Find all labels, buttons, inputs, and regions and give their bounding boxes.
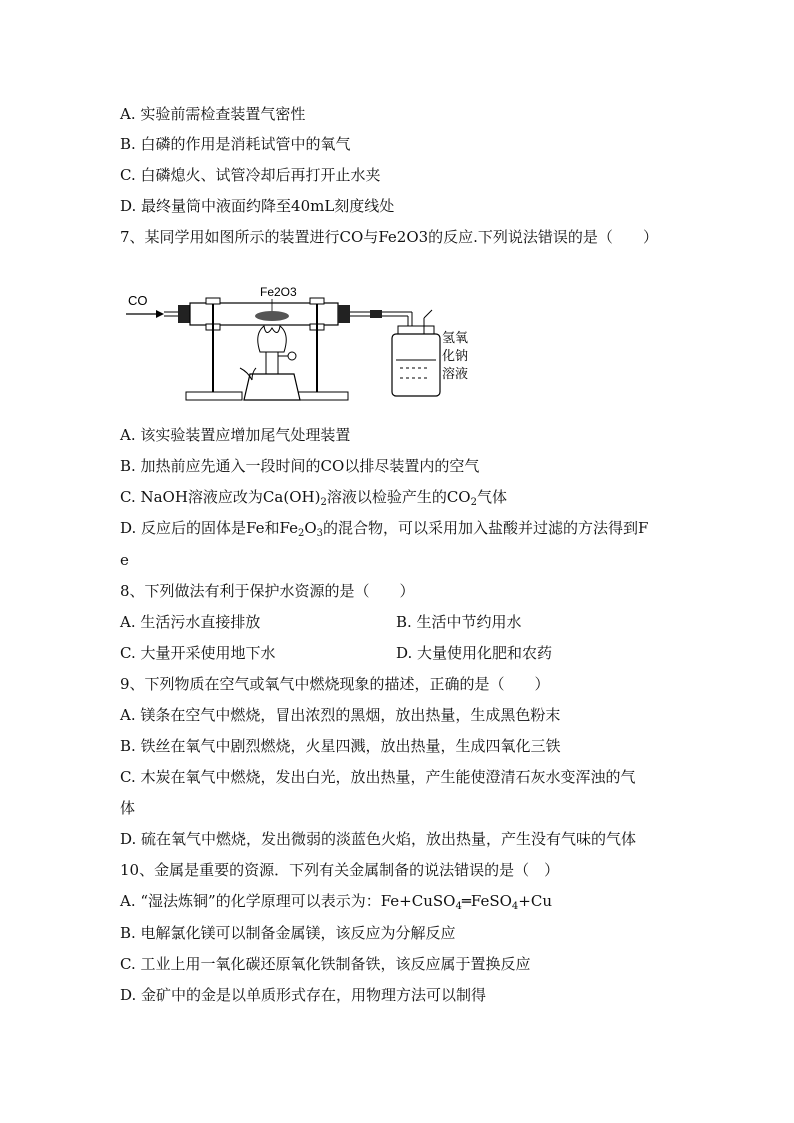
q10-option-c: C. 工业上用一氧化碳还原氧化铁制备铁，该反应属于置换反应 (120, 955, 531, 973)
left-stopper (178, 305, 190, 323)
wash-bottle (392, 334, 440, 396)
q6-option-a: A. 实验前需检查装置气密性 (120, 105, 306, 123)
q7-option-c: C. NaOH溶液应改为$Ca(OH)_2$溶液以检验产生的$CO_2$气体 (120, 488, 507, 508)
q8-option-b: B. 生活中节约用水 (396, 613, 522, 631)
apparatus-figure (120, 268, 480, 414)
bottle-cap (398, 326, 434, 334)
q8-option-d: D. 大量使用化肥和农药 (396, 644, 553, 662)
q9-option-b: B. 铁丝在氧气中剧烈燃烧，火星四溅，放出热量，生成四氧化三铁 (120, 737, 561, 755)
q9-option-d: D. 硫在氧气中燃烧，发出微弱的淡蓝色火焰，放出热量，产生没有气味的气体 (120, 830, 637, 848)
q10-stem: 10、金属是重要的资源．下列有关金属制备的说法错误的是（ ） (120, 861, 560, 879)
solution-label-3: 溶液 (442, 367, 469, 382)
q6-option-c: C. 白磷熄火、试管冷却后再打开止水夹 (120, 166, 381, 184)
q10-option-a: A. “湿法炼铜”的化学原理可以表示为：Fe+CuSO$_4$═FeSO$_4$+Cu (120, 892, 552, 912)
solution-label-1: 氢氧 (442, 331, 469, 346)
fe2o3-label: Fe2O3 (260, 285, 297, 299)
q10-option-b: B. 电解氯化镁可以制备金属镁，该反应为分解反应 (120, 924, 456, 942)
solution-label-2: 化钠 (442, 349, 469, 364)
q10-option-d: D. 金矿中的金是以单质形式存在，用物理方法可以制得 (120, 986, 487, 1004)
burner (266, 352, 278, 374)
co-label: CO (128, 293, 148, 308)
q6-option-b: B. 白磷的作用是消耗试管中的氧气 (120, 135, 351, 153)
q7-option-b: B. 加热前应先通入一段时间的CO以排尽装置内的空气 (120, 457, 480, 475)
q6-option-d: D. 最终量筒中液面约降至40mL刻度线处 (120, 197, 395, 215)
right-stopper (338, 305, 350, 323)
q8-option-a: A. 生活污水直接排放 (120, 613, 261, 631)
q9-stem: 9、下列物质在空气或氧气中燃烧现象的描述，正确的是（ ） (120, 675, 550, 693)
q7-option-a: A. 该实验装置应增加尾气处理装置 (120, 426, 351, 444)
q9-option-a: A. 镁条在空气中燃烧，冒出浓烈的黑烟，放出热量，生成黑色粉末 (120, 706, 561, 724)
q8-option-c: C. 大量开采使用地下水 (120, 644, 276, 662)
fe2o3-powder (255, 311, 289, 321)
q9-option-c: C. 木炭在氧气中燃烧，发出白光，放出热量，产生能使澄清石灰水变浑浊的气 (120, 768, 636, 786)
q7-option-d-wrap: e (120, 551, 129, 569)
flame (258, 326, 287, 352)
q7-stem: 7、某同学用如图所示的装置进行CO与Fe2O3的反应.下列说法错误的是（ ） (120, 228, 658, 246)
q7-option-d: D. 反应后的固体是Fe和$Fe_2O_3$的混合物，可以采用加入盐酸并过滤的方法得到F (120, 519, 649, 539)
q9-option-c-wrap: 体 (120, 799, 136, 817)
q8-stem: 8、下列做法有利于保护水资源的是（ ） (120, 582, 415, 600)
